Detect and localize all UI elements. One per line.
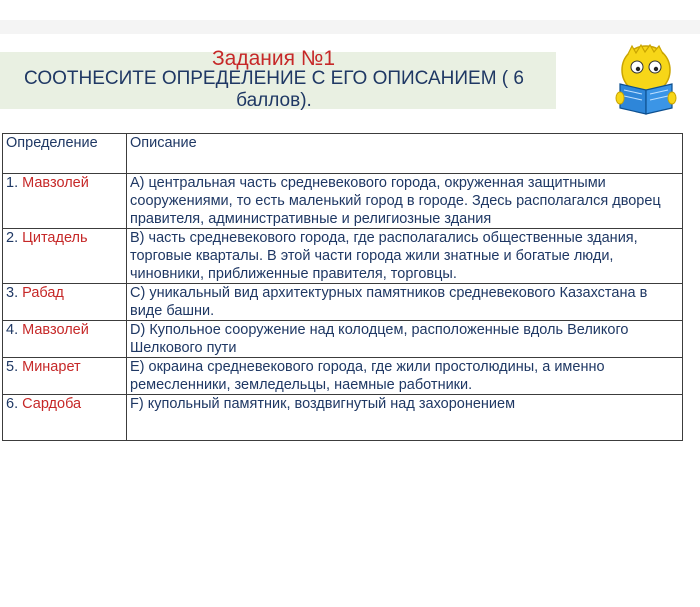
definition-cell: 6. Сардоба [3,395,127,441]
task-title: Задания №1 [212,47,336,70]
description-cell: В) часть средневекового города, где располагались общественные здания, торговые кварталы. В этой части города жили знатные и богатые люди, чиновники, приближенные правителя, торговцы. [127,229,683,284]
table-row [3,395,683,441]
table-row [3,358,683,395]
top-strip [0,20,700,34]
table-row [3,284,683,321]
definition-cell: 1. Мавзолей [3,174,127,229]
definition-cell: 2. Цитадель [3,229,127,284]
description-cell: F) купольный памятник, воздвигнутый над захоронением [127,395,683,441]
description-cell: Е) окраина средневекового города, где жили простолюдины, а именно ремесленники, земледельцы, наемные работники. [127,358,683,395]
term: Мавзолей [22,175,89,191]
table-row [3,229,683,284]
term: Мавзолей [22,322,89,338]
task-instruction: СООТНЕСИТЕ ОПРЕДЕЛЕНИЕ С ЕГО ОПИСАНИЕМ ( 6 баллов). [24,68,524,111]
term: Минарет [22,359,81,375]
matching-table [2,133,683,441]
description-cell: А) центральная часть средневекового города, окруженная защитными сооружениями, то есть маленький город в городе. Здесь располагался дворец правителя, административные и религиозные здания [127,174,683,229]
table-header-row [3,134,683,174]
table-row [3,174,683,229]
term: Сардоба [22,396,82,412]
description-cell: D) Купольное сооружение над колодцем, расположенные вдоль Великого Шелкового пути [127,321,683,358]
column-header-definition: Определение [3,134,127,174]
reading-smiley-icon [608,40,684,116]
definition-cell: 4. Мавзолей [3,321,127,358]
term: Рабад [22,285,64,301]
definition-cell: 3. Рабад [3,284,127,321]
description-cell: С) уникальный вид архитектурных памятников средневекового Казахстана в виде башни. [127,284,683,321]
definition-cell: 5. Минарет [3,358,127,395]
column-header-description: Описание [127,134,683,174]
table-row [3,321,683,358]
term: Цитадель [22,230,88,246]
